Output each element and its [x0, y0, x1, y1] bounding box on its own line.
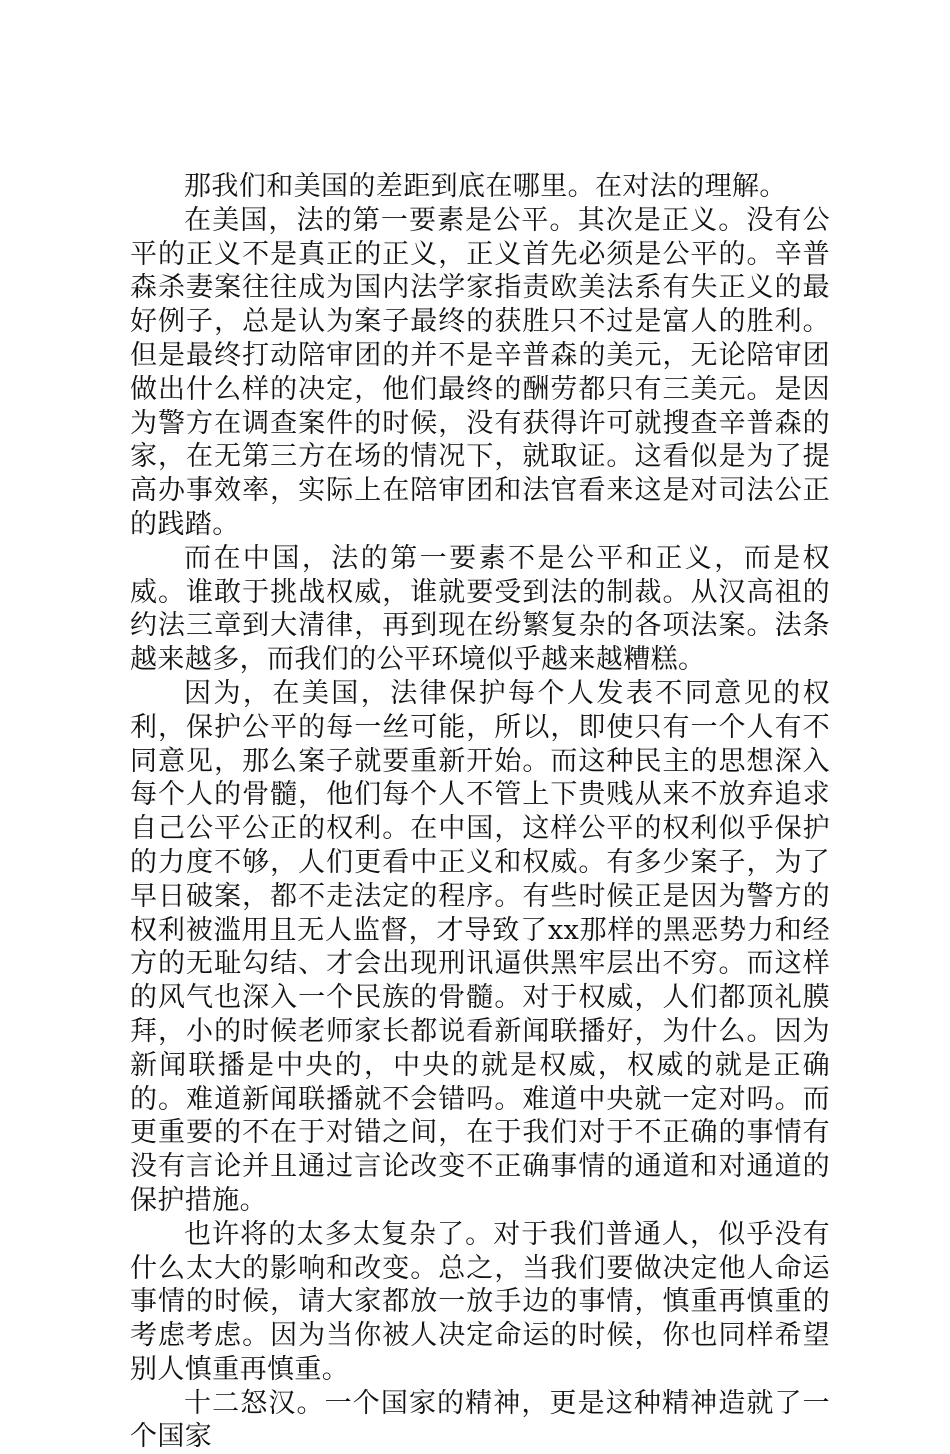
document-body [130, 170, 830, 1454]
paragraph-6: 十二怒汉。一个国家的精神，更是这种精神造就了一个国家 [130, 1387, 830, 1453]
paragraph-3: 而在中国，法的第一要素不是公平和正义，而是权威。谁敢于挑战权威，谁就要受到法的制裁。从汉高祖的约法三章到大清律，再到现在纷繁复杂的各项法案。法条越来越多，而我们的公平环境似乎越来越糟糕。 [130, 542, 830, 676]
paragraph-5: 也许将的太多太复杂了。对于我们普通人，似乎没有什么太大的影响和改变。总之，当我们要做决定他人命运事情的时候，请大家都放一放手边的事情，慎重再慎重的考虑考虑。因为当你被人决定命运的时候，你也同样希望别人慎重再慎重。 [130, 1218, 830, 1385]
paragraph-1: 那我们和美国的差距到底在哪里。在对法的理解。 [184, 171, 787, 202]
paragraph-4: 因为，在美国，法律保护每个人发表不同意见的权利，保护公平的每一丝可能，所以，即使只有一个人有不同意见，那么案子就要重新开始。而这种民主的思想深入每个人的骨髓，他们每个人不管上下贵贱从来不放弃追求自己公平公正的权利。在中国，这样公平的权利似乎保护的力度不够，人们更看中正义和权威。有多少案子，为了早日破案，都不走法定的程序。有些时候正是因为警方的权利被滥用且无人监督，才导致了xx那样的黑恶势力和经方的无耻勾结、才会出现刑讯逼供黑牢层出不穷。而这样的风气也深入一个民族的骨髓。对于权威，人们都顶礼膜拜，小的时候老师家长都说看新闻联播好，为什么。因为新闻联播是中央的，中央的就是权威，权威的就是正确的。难道新闻联播就不会错吗。难道中央就一定对吗。而更重要的不在于对错之间，在于我们对于不正确的事情有没有言论并且通过言论改变不正确事情的通道和对通道的保护措施。 [130, 677, 830, 1216]
paragraph-2: 在美国，法的第一要素是公平。其次是正义。没有公平的正义不是真正的正义，正义首先必须是公平的。辛普森杀妻案往往成为国内法学家指责欧美法系有失正义的最好例子，总是认为案子最终的获胜只不过是富人的胜利。但是最终打动陪审团的并不是辛普森的美元，无论陪审团做出什么样的决定，他们最终的酬劳都只有三美元。是因为警方在调查案件的时候，没有获得许可就搜查辛普森的家，在无第三方在场的情况下，就取证。这看似是为了提高办事效率，实际上在陪审团和法官看来这是对司法公正的践踏。 [130, 204, 830, 540]
